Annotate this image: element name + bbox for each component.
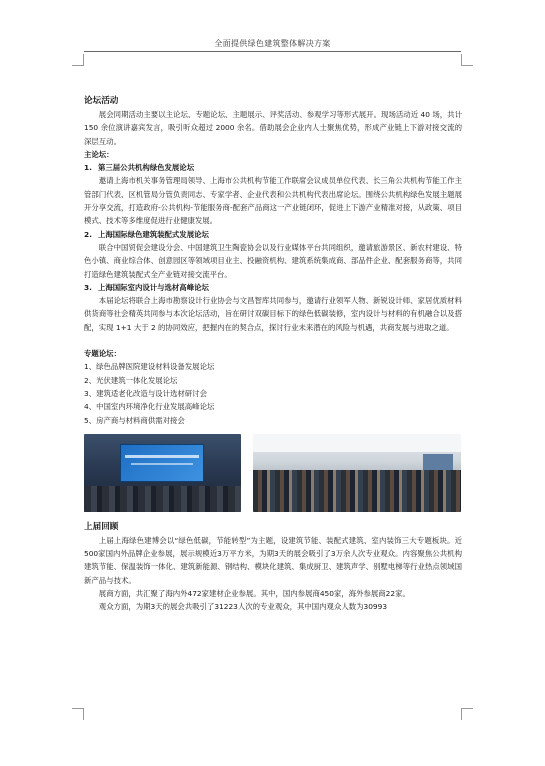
forum-item-3-title-text: 上海国际室内设计与选材高峰论坛 [98, 282, 209, 292]
forum-item-3-number: 3. [84, 282, 92, 292]
document-body [84, 94, 462, 614]
forum-item-2-title-text: 上海国际绿色建筑装配式发展论坛 [98, 229, 209, 239]
margin-mark-bottom-right [461, 708, 473, 720]
section-heading-review: 上届回顾 [84, 521, 119, 532]
stage-screen-icon [120, 444, 204, 482]
margin-mark-bottom-left [72, 708, 84, 720]
forum-item-1-body: 邀请上海市机关事务管理局领导、上海市公共机构节能工作联席会议成员单位代表、长三角公共机构节能工作主管部门代表、区机管局分管负责同志、专家学者、企业代表和公共机构代表出席论坛。围绕公共机构绿色发展主题展开分享交流，打造政府-公共机构-节能服务商-配套产品商这一产业链闭环，促进上下游产业精准对接，从政策、项目模式、技术等多维度促进行业健康发展。 [84, 176, 462, 226]
page-header-title: 全面提供绿色建筑整体解决方案 [214, 39, 331, 48]
forum-item-1-title [84, 161, 462, 174]
forum-audience-photo [253, 434, 461, 512]
forum-item-3-title [84, 281, 462, 294]
special-forum-item: 3、建筑适老化改造与设计选材研讨会 [84, 388, 207, 398]
forum-intro-paragraph: 展会同期活动主要以主论坛、专题论坛、主题展示、评奖活动、参观学习等形式展开。现场活动近 40 场，共计 150 余位演讲嘉宾发言，吸引听众超过 2000 余名。借助展会企业内人士聚焦优势，形成产业链上下游对接交流的深层互动。 [84, 110, 462, 146]
special-forum-item: 2、光伏建筑一体化发展论坛 [84, 375, 178, 385]
forum-item-1-number: 1. [84, 163, 92, 173]
forum-item-3-body: 本届论坛将联合上海市勘察设计行业协会与文昌智库共同参与，邀请行业领军人物、新锐设计师、家居优质材料供货商等社会精英共同参与本次论坛活动，旨在研讨双碳目标下的绿色低碳装修，室内设计与材料的有机融合以及搭配，实现 1+1 大于 2 的协同效应，把握内在的契合点，探讨行业未来潜在的风险与机遇，共商发展与进取之道。 [84, 296, 462, 332]
review-paragraph-2: 展商方面，共汇聚了海内外472家建材企业参展。其中，国内参展商450家，海外参展商22家。 [98, 589, 410, 599]
special-forum-item: 1、绿色品牌医院建设材料设备发展论坛 [84, 362, 215, 372]
margin-mark-top-right [461, 54, 473, 66]
margin-mark-top-left [72, 54, 84, 66]
audience-seating-icon [84, 486, 241, 512]
special-forum-item: 4、中国室内环境净化行业发展高峰论坛 [84, 402, 215, 412]
crowd-icon [253, 470, 461, 512]
review-paragraph-1: 上届上海绿色建博会以“绿色低碳，节能转型”为主题，设建筑节能、装配式建筑、室内装饰三大专题板块。近500家国内外品牌企业参展，展示规模近3万平方米，为期3天的展会吸引了3万余人次专业观众。内容聚焦公共机构建筑节能、保温装饰一体化、建筑新能源、钢结构、模块化建筑、集成厨卫、建筑声学、别墅电梯等行业热点领域国新产品与技术。 [84, 535, 462, 585]
forum-photos [84, 434, 462, 512]
forum-item-2-body: 联合中国贸促会建设分会、中国建筑卫生陶瓷协会以及行业媒体平台共同组织，邀请旅游景区、新农村建设、特色小镇、商业综合体、创意园区等领域项目业主、投融资机构、建筑系统集成商、部品件企业、配套服务商等，共同打造绿色建筑装配式全产业链对接交流平台。 [84, 242, 462, 279]
header-divider [84, 51, 461, 52]
forum-item-1-title-text: 第三届公共机构绿色发展论坛 [98, 163, 195, 173]
forum-stage-photo [84, 434, 241, 512]
main-forum-label: 主论坛： [84, 149, 114, 159]
special-forum-label: 专题论坛： [84, 349, 121, 359]
forum-item-2-number: 2. [84, 229, 92, 239]
special-forum-item: 5、房产商与材料商供需对接会 [84, 415, 185, 425]
review-paragraph-3: 观众方面，为期3天的展会共吸引了31223人次的专业观众，其中国内观众人数为30993 [98, 602, 388, 612]
section-heading-forum: 论坛活动 [84, 96, 119, 106]
forum-item-2-title [84, 228, 462, 241]
